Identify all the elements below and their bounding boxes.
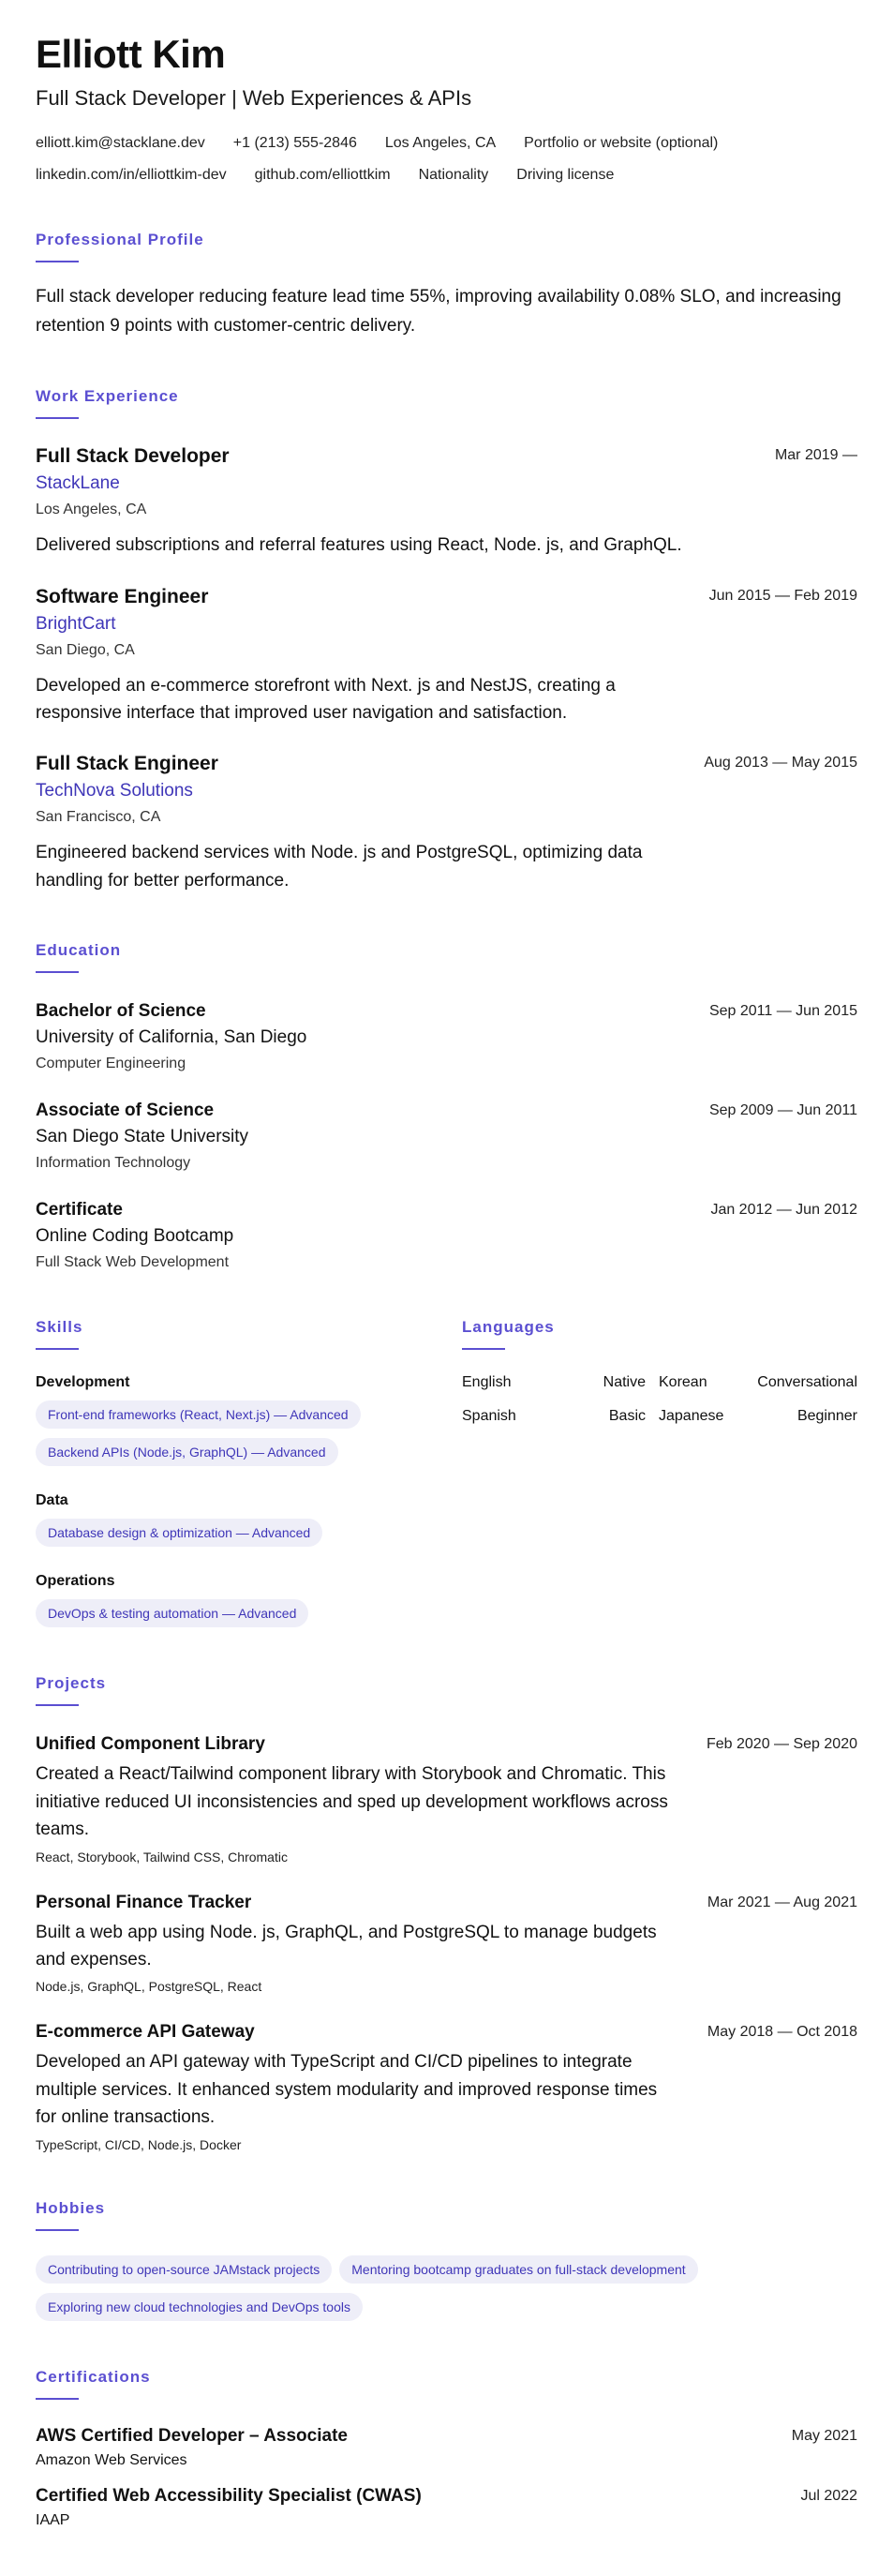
section-divider — [36, 261, 79, 262]
hobby-pill: Mentoring bootcamp graduates on full-stack development — [339, 2255, 697, 2284]
education-dates: Sep 2009 — Jun 2011 — [708, 1102, 857, 1119]
project-tech: TypeScript, CI/CD, Node.js, Docker — [36, 2136, 242, 2152]
certification-name: Certified Web Accessibility Specialist (CWAS) — [36, 2485, 422, 2506]
language-list — [462, 1374, 857, 1425]
job-company: StackLane — [36, 473, 120, 494]
job-dates: Jun 2015 — Feb 2019 — [708, 587, 857, 604]
job-company: TechNova Solutions — [36, 781, 193, 801]
education-entry — [36, 1200, 857, 1271]
experience-section — [36, 387, 857, 894]
project-name: Unified Component Library — [36, 1734, 265, 1755]
section-divider — [36, 971, 79, 973]
job-location: San Diego, CA — [36, 641, 135, 658]
contact-email[interactable]: elliott.kim@stacklane.dev — [36, 135, 205, 152]
certification-entry — [36, 2426, 857, 2469]
job-description: Delivered subscriptions and referral features using React, Node. js, and GraphQL. — [36, 535, 682, 556]
section-title: Hobbies — [36, 2198, 106, 2217]
education-entry — [36, 1001, 857, 1072]
certifications-section — [36, 2368, 857, 2529]
certification-name: AWS Certified Developer – Associate — [36, 2425, 348, 2446]
degree: Certificate — [36, 1200, 123, 1221]
section-divider — [36, 2229, 79, 2231]
section-divider — [36, 417, 79, 419]
language-name: Korean — [659, 1374, 707, 1391]
candidate-name: Elliott Kim — [36, 32, 226, 76]
contact-portfolio[interactable]: Portfolio or website (optional) — [524, 135, 719, 152]
school: Online Coding Bootcamp — [36, 1226, 234, 1247]
skill-group — [36, 1374, 462, 1466]
language-level: Native — [603, 1374, 646, 1391]
section-divider — [36, 1348, 79, 1350]
profile-text: Full stack developer reducing feature lead time 55%, improving availability 0.08% SLO, and increasing retention 9 points with customer-centric delivery. — [36, 287, 841, 336]
job-role: Full Stack Developer — [36, 445, 230, 468]
section-divider — [462, 1348, 505, 1350]
experience-entry — [36, 586, 857, 727]
language-name: Japanese — [659, 1408, 724, 1425]
contact-driving-license: Driving license — [516, 167, 615, 184]
field-of-study: Full Stack Web Development — [36, 1254, 230, 1271]
field-of-study: Computer Engineering — [36, 1056, 186, 1072]
language-name: Spanish — [462, 1408, 516, 1425]
degree: Bachelor of Science — [36, 1001, 206, 1022]
skill-pill: Front-end frameworks (React, Next.js) — Advanced — [36, 1400, 361, 1429]
section-title: Work Experience — [36, 387, 179, 406]
skill-category: Operations — [36, 1573, 115, 1590]
language-level: Basic — [608, 1408, 646, 1425]
project-description: Created a React/Tailwind component library with Storybook and Chromatic. This initiative reduced UI inconsistencies and sped up development workflows across teams. — [36, 1764, 668, 1840]
section-title: Skills — [36, 1318, 83, 1337]
job-role: Software Engineer — [36, 585, 209, 607]
certification-issuer: Amazon Web Services — [36, 2451, 187, 2468]
language-level: Conversational — [757, 1374, 857, 1391]
certification-issuer: IAAP — [36, 2511, 70, 2528]
job-dates: Aug 2013 — May 2015 — [704, 755, 857, 771]
job-company: BrightCart — [36, 613, 116, 634]
project-entry — [36, 2022, 857, 2151]
school: University of California, San Diego — [36, 1027, 307, 1048]
project-tech: Node.js, GraphQL, PostgreSQL, React — [36, 1979, 262, 1995]
job-location: Los Angeles, CA — [36, 502, 147, 518]
project-description: Developed an API gateway with TypeScript and CI/CD pipelines to integrate multiple services. It enhanced system modularity and improved response times for online transactions. — [36, 2052, 658, 2128]
project-name: E-commerce API Gateway — [36, 2022, 255, 2043]
project-entry — [36, 1734, 857, 1864]
school: San Diego State University — [36, 1127, 249, 1147]
languages-section — [462, 1318, 857, 1627]
section-title: Professional Profile — [36, 231, 204, 249]
project-dates: May 2018 — Oct 2018 — [707, 2024, 857, 2041]
contact-phone[interactable]: +1 (213) 555-2846 — [232, 135, 357, 152]
experience-entry — [36, 445, 857, 559]
section-divider — [36, 2398, 79, 2400]
contact-github[interactable]: github.com/elliottkim — [254, 167, 391, 184]
skill-pill: Backend APIs (Node.js, GraphQL) — Advanced — [36, 1438, 338, 1466]
skills-languages-row — [36, 1318, 857, 1627]
section-title: Languages — [462, 1318, 555, 1337]
hobby-list — [36, 2246, 841, 2321]
resume-header — [36, 32, 857, 184]
skill-group — [36, 1573, 462, 1627]
contact-linkedin[interactable]: linkedin.com/in/elliottkim-dev — [36, 167, 227, 184]
section-divider — [36, 1704, 79, 1706]
project-tech: React, Storybook, Tailwind CSS, Chromatic — [36, 1849, 288, 1865]
section-title: Projects — [36, 1674, 107, 1693]
skill-pill: Database design & optimization — Advanced — [36, 1519, 322, 1547]
certification-date: Jul 2022 — [800, 2487, 857, 2504]
language-name: English — [462, 1374, 512, 1391]
projects-section — [36, 1674, 857, 2152]
job-description: Engineered backend services with Node. js and PostgreSQL, optimizing data handling for better performance. — [36, 843, 643, 891]
education-dates: Sep 2011 — Jun 2015 — [708, 1003, 857, 1020]
skill-group — [36, 1492, 462, 1547]
skill-category: Data — [36, 1492, 68, 1509]
job-dates: Mar 2019 — — [774, 447, 857, 464]
hobby-pill: Exploring new cloud technologies and DevOps tools — [36, 2293, 363, 2321]
skills-section — [36, 1318, 462, 1627]
field-of-study: Information Technology — [36, 1155, 191, 1172]
skill-pill: DevOps & testing automation — Advanced — [36, 1599, 308, 1627]
job-location: San Francisco, CA — [36, 809, 161, 826]
education-section — [36, 941, 857, 1271]
education-entry — [36, 1101, 857, 1172]
project-dates: Mar 2021 — Aug 2021 — [707, 1894, 857, 1910]
experience-entry — [36, 753, 857, 894]
contact-location: Los Angeles, CA — [384, 135, 497, 152]
contact-list — [36, 135, 748, 184]
project-name: Personal Finance Tracker — [36, 1892, 252, 1912]
candidate-headline: Full Stack Developer | Web Experiences & APIs — [36, 86, 472, 111]
contact-nationality: Nationality — [418, 167, 489, 184]
project-dates: Feb 2020 — Sep 2020 — [706, 1736, 857, 1753]
hobby-pill: Contributing to open-source JAMstack projects — [36, 2255, 332, 2284]
education-dates: Jan 2012 — Jun 2012 — [710, 1202, 857, 1219]
certification-entry — [36, 2486, 857, 2529]
project-entry — [36, 1893, 857, 1995]
hobbies-section — [36, 2199, 857, 2321]
profile-section — [36, 231, 857, 340]
section-title: Education — [36, 941, 122, 960]
language-level: Beginner — [796, 1408, 857, 1425]
section-title: Certifications — [36, 2367, 151, 2386]
job-role: Full Stack Engineer — [36, 753, 218, 775]
skill-category: Development — [36, 1374, 130, 1391]
project-description: Built a web app using Node. js, GraphQL, and PostgreSQL to manage budgets and expenses. — [36, 1922, 657, 1970]
certification-date: May 2021 — [791, 2427, 857, 2444]
job-description: Developed an e-commerce storefront with Next. js and NestJS, creating a responsive interface that improved user navigation and satisfaction. — [36, 675, 616, 723]
degree: Associate of Science — [36, 1101, 215, 1121]
